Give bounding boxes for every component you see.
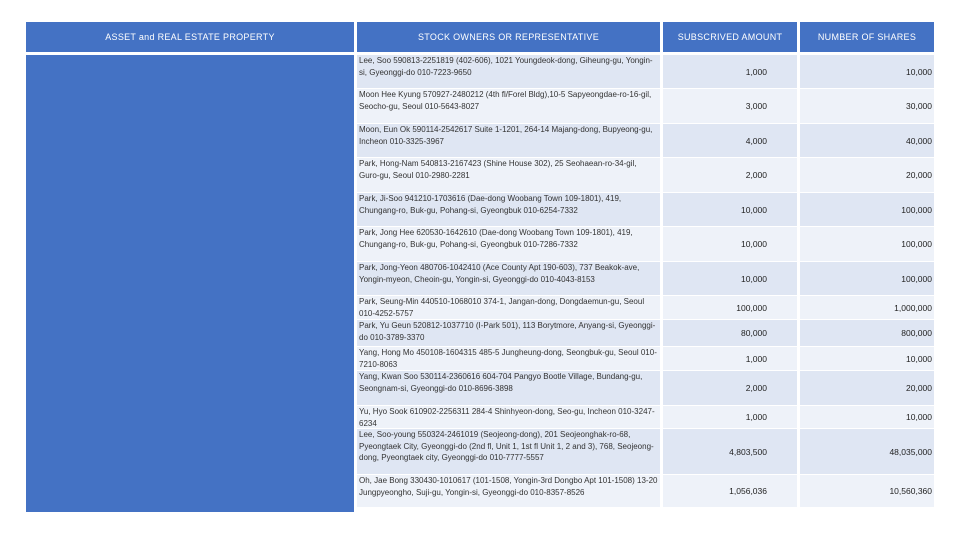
number-of-shares-cell: 100,000 <box>800 193 934 226</box>
owner-cell: Lee, Soo-young 550324-2461019 (Seojeong-dong), 201 Seojeonghak-ro-68, Pyeongtaek City, Gyeonggi-do (2nd fl, Unit 1, 1st fl Unit 1, 2 and 3), 768, Seojeong-dong, Pyeongtaek city, Gyeonggi-do 010-7777-5557 <box>357 429 660 474</box>
asset-column <box>26 55 354 512</box>
subscribed-amount-cell: 10,000 <box>663 227 797 261</box>
owner-cell: Yu, Hyo Sook 610902-2256311 284-4 Shinhyeon-dong, Seo-gu, Incheon 010-3247-6234 <box>357 406 660 428</box>
table-row <box>357 475 934 508</box>
number-of-shares-cell: 1,000,000 <box>800 296 934 319</box>
number-of-shares-cell: 100,000 <box>800 262 934 295</box>
number-of-shares-cell: 10,560,360 <box>800 475 934 507</box>
table-row <box>357 227 934 262</box>
header-subscribed-amount: SUBSCRIVED AMOUNT <box>663 22 797 52</box>
owner-cell: Lee, Soo 590813-2251819 (402-606), 1021 Youngdeok-dong, Giheung-gu, Yongin-si, Gyeonggi-do 010-7223-9650 <box>357 55 660 88</box>
owner-cell: Moon Hee Kyung 570927-2480212 (4th fl/Forel Bldg),10-5 Sapyeongdae-ro-16-gil, Seocho-gu, Seoul 010-5643-8027 <box>357 89 660 123</box>
table-row <box>357 124 934 158</box>
owner-cell: Park, Seung-Min 440510-1068010 374-1, Jangan-dong, Dongdaemun-gu, Seoul 010-4252-5757 <box>357 296 660 319</box>
number-of-shares-cell: 800,000 <box>800 320 934 346</box>
header-number-of-shares: NUMBER OF SHARES <box>800 22 934 52</box>
table-row <box>357 429 934 475</box>
number-of-shares-cell: 40,000 <box>800 124 934 157</box>
subscribed-amount-cell: 10,000 <box>663 193 797 226</box>
number-of-shares-cell: 100,000 <box>800 227 934 261</box>
number-of-shares-cell: 10,000 <box>800 406 934 428</box>
subscribed-amount-cell: 4,803,500 <box>663 429 797 474</box>
table-row <box>357 320 934 347</box>
subscribed-amount-cell: 80,000 <box>663 320 797 346</box>
subscribed-amount-cell: 1,056,036 <box>663 475 797 507</box>
table-row <box>357 371 934 406</box>
number-of-shares-cell: 48,035,000 <box>800 429 934 474</box>
table-row <box>357 158 934 193</box>
subscribed-amount-cell: 3,000 <box>663 89 797 123</box>
number-of-shares-cell: 30,000 <box>800 89 934 123</box>
subscribed-amount-cell: 2,000 <box>663 371 797 405</box>
header-asset: ASSET and REAL ESTATE PROPERTY <box>26 22 354 52</box>
owner-cell: Yang, Hong Mo 450108-1604315 485-5 Jungheung-dong, Seongbuk-gu, Seoul 010-7210-8063 <box>357 347 660 370</box>
header-stock-owner: STOCK OWNERS OR REPRESENTATIVE <box>357 22 660 52</box>
owner-cell: Moon, Eun Ok 590114-2542617 Suite 1-1201, 264-14 Majang-dong, Bupyeong-gu, Incheon 010-3325-3967 <box>357 124 660 157</box>
number-of-shares-cell: 10,000 <box>800 55 934 88</box>
subscribed-amount-cell: 4,000 <box>663 124 797 157</box>
owner-cell: Park, Yu Geun 520812-1037710 (I-Park 501), 113 Borytmore, Anyang-si, Gyeonggi-do 010-3789-3370 <box>357 320 660 346</box>
subscribed-amount-cell: 1,000 <box>663 347 797 370</box>
table-row <box>357 296 934 320</box>
subscribed-amount-cell: 1,000 <box>663 55 797 88</box>
owner-cell: Park, Hong-Nam 540813-2167423 (Shine House 302), 25 Seohaean-ro-34-gil, Guro-gu, Seoul 010-2980-2281 <box>357 158 660 192</box>
table-row <box>357 55 934 89</box>
owner-table-body <box>357 55 934 508</box>
table-row <box>357 406 934 429</box>
subscribed-amount-cell: 10,000 <box>663 262 797 295</box>
owner-cell: Park, Ji-Soo 941210-1703616 (Dae-dong Woobang Town 109-1801), 419, Chungang-ro, Buk-gu, Pohang-si, Gyeongbuk 010-6254-7332 <box>357 193 660 226</box>
table-row <box>357 89 934 124</box>
number-of-shares-cell: 20,000 <box>800 158 934 192</box>
owner-cell: Yang, Kwan Soo 530114-2360616 604-704 Pangyo Bootle Village, Bundang-gu, Seongnam-si, Gyeonggi-do 010-8696-3898 <box>357 371 660 405</box>
table-row <box>357 347 934 371</box>
subscribed-amount-cell: 2,000 <box>663 158 797 192</box>
subscribed-amount-cell: 100,000 <box>663 296 797 319</box>
owner-cell: Park, Jong Hee 620530-1642610 (Dae-dong Woobang Town 109-1801), 419, Chungang-ro, Buk-gu, Pohang-si, Gyeongbuk 010-7286-7332 <box>357 227 660 261</box>
owner-cell: Oh, Jae Bong 330430-1010617 (101-1508, Yongin-3rd Dongbo Apt 101-1508) 13-20 Jungpyeongho, Suji-gu, Yongin-si, Gyeonggi-do 010-8357-8526 <box>357 475 660 507</box>
table-row <box>357 193 934 227</box>
table-row <box>357 262 934 296</box>
subscribed-amount-cell: 1,000 <box>663 406 797 428</box>
number-of-shares-cell: 20,000 <box>800 371 934 405</box>
owner-cell: Park, Jong-Yeon 480706-1042410 (Ace County Apt 190-603), 737 Beakok-ave, Yongin-myeon, Cheoin-gu, Yongin-si, Gyeonggi-do 010-4043-8153 <box>357 262 660 295</box>
number-of-shares-cell: 10,000 <box>800 347 934 370</box>
